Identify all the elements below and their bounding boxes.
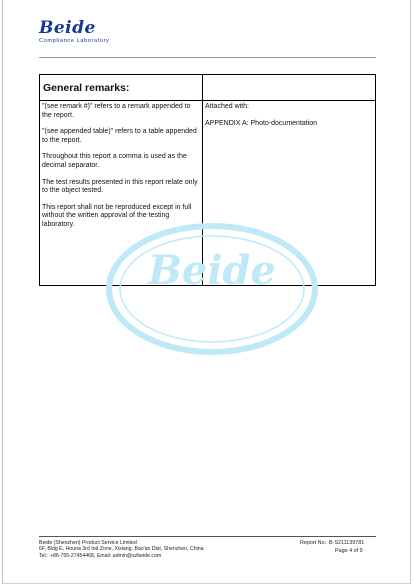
footer-report-info xyxy=(300,540,376,555)
table-heading: General remarks: xyxy=(43,82,130,94)
logo-tagline: Compliance Laboratory xyxy=(39,38,110,44)
attachment-item: APPENDIX A: Photo-documentation xyxy=(205,119,318,127)
footer-company-name: Beide (Shenzhen) Product Service Limited xyxy=(39,540,137,546)
footer-divider xyxy=(39,536,376,537)
remark-paragraph: This report shall not be reproduced except in full without the written approval of the testing laboratory. xyxy=(42,203,192,228)
table-column-divider xyxy=(202,75,203,285)
page-number: Page 4 of 9 xyxy=(335,547,363,554)
company-logo xyxy=(39,20,119,50)
logo-wordmark: Beide xyxy=(39,18,96,38)
table-header-divider xyxy=(40,100,375,101)
remark-paragraph: The test results presented in this report relate only to the object tested. xyxy=(42,178,198,195)
header-divider xyxy=(39,57,376,58)
report-number: Report No.: B-S211139781 xyxy=(300,540,365,546)
footer-address: 6F, Bldg E, Houna 3rd Ind Zone, Xixiang, Bao'an Dist, Shenzhen, China xyxy=(39,546,204,553)
footer-contact: Tel.: +86-755-27454468, Email: admin@szbeide.com xyxy=(39,552,162,559)
general-remarks-table xyxy=(39,74,376,286)
remark-paragraph: "(see remark #)" refers to a remark appended to the report. xyxy=(42,103,191,119)
footer-company-info xyxy=(39,540,204,559)
remark-paragraph: "(see appended table)" refers to a table appended to the report. xyxy=(42,128,197,144)
watermark-text: Beide xyxy=(148,247,276,294)
remark-paragraph: Throughout this report a comma is used as the decimal separator. xyxy=(42,153,187,169)
attachment-label: Attached with: xyxy=(205,103,249,110)
remarks-right-column xyxy=(205,103,373,136)
remarks-left-column xyxy=(42,103,200,238)
